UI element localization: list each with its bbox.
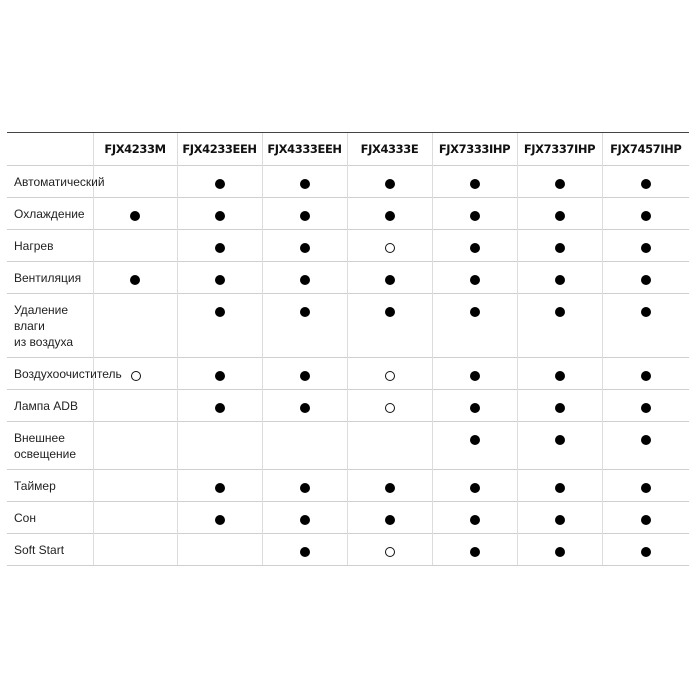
feature-value-cell bbox=[517, 358, 602, 390]
feature-label: Охлаждение bbox=[14, 207, 85, 221]
feature-value-cell bbox=[93, 166, 177, 198]
feature-value-cell bbox=[347, 262, 432, 294]
filled-circle-icon bbox=[300, 275, 310, 285]
hollow-circle-icon bbox=[385, 547, 395, 557]
column-header: FJX7337IHP bbox=[517, 133, 602, 166]
filled-circle-icon bbox=[641, 307, 651, 317]
filled-circle-icon bbox=[555, 435, 565, 445]
feature-value-cell bbox=[347, 422, 432, 470]
feature-value-cell bbox=[602, 534, 689, 566]
table-row bbox=[7, 166, 689, 198]
table-row bbox=[7, 422, 689, 470]
column-header: FJX7457IHP bbox=[602, 133, 689, 166]
feature-label: Вентиляция bbox=[14, 271, 82, 285]
feature-label-cell bbox=[7, 166, 105, 198]
feature-label: Сон bbox=[14, 511, 36, 525]
feature-value-cell bbox=[602, 390, 689, 422]
hollow-circle-icon bbox=[385, 371, 395, 381]
feature-value-cell bbox=[517, 390, 602, 422]
feature-value-cell bbox=[432, 470, 517, 502]
filled-circle-icon bbox=[215, 371, 225, 381]
filled-circle-icon bbox=[300, 515, 310, 525]
feature-value-cell bbox=[602, 198, 689, 230]
feature-value-cell bbox=[262, 294, 347, 358]
filled-circle-icon bbox=[300, 243, 310, 253]
feature-value-cell bbox=[517, 534, 602, 566]
filled-circle-icon bbox=[385, 515, 395, 525]
filled-circle-icon bbox=[555, 547, 565, 557]
column-header: FJX4333EEH bbox=[262, 133, 347, 166]
hollow-circle-icon bbox=[385, 403, 395, 413]
filled-circle-icon bbox=[300, 403, 310, 413]
feature-value-cell bbox=[93, 470, 177, 502]
feature-value-cell bbox=[262, 502, 347, 534]
header-row bbox=[7, 133, 689, 166]
feature-value-cell bbox=[262, 422, 347, 470]
filled-circle-icon bbox=[555, 483, 565, 493]
table-body bbox=[7, 166, 689, 566]
column-header: FJX4333E bbox=[347, 133, 432, 166]
feature-value-cell bbox=[602, 358, 689, 390]
feature-label-cell bbox=[7, 294, 93, 358]
feature-value-cell bbox=[432, 358, 517, 390]
feature-value-cell bbox=[177, 502, 262, 534]
feature-value-cell bbox=[432, 422, 517, 470]
filled-circle-icon bbox=[470, 371, 480, 381]
feature-label: Soft Start bbox=[14, 543, 65, 557]
table-row bbox=[7, 390, 689, 422]
feature-value-cell bbox=[347, 198, 432, 230]
feature-value-cell bbox=[262, 198, 347, 230]
feature-value-cell bbox=[93, 422, 177, 470]
feature-value-cell bbox=[602, 422, 689, 470]
feature-value-cell bbox=[517, 294, 602, 358]
table-row bbox=[7, 294, 689, 358]
feature-value-cell bbox=[177, 422, 262, 470]
filled-circle-icon bbox=[300, 371, 310, 381]
feature-value-cell bbox=[602, 502, 689, 534]
feature-value-cell bbox=[602, 470, 689, 502]
column-header: FJX7333IHP bbox=[432, 133, 517, 166]
feature-value-cell bbox=[177, 470, 262, 502]
column-header: FJX4233M bbox=[93, 133, 177, 166]
feature-value-cell bbox=[432, 534, 517, 566]
feature-value-cell bbox=[347, 358, 432, 390]
filled-circle-icon bbox=[470, 435, 480, 445]
filled-circle-icon bbox=[470, 179, 480, 189]
filled-circle-icon bbox=[215, 483, 225, 493]
feature-value-cell bbox=[177, 390, 262, 422]
filled-circle-icon bbox=[300, 483, 310, 493]
feature-value-cell bbox=[347, 294, 432, 358]
feature-value-cell bbox=[432, 230, 517, 262]
feature-label-cell bbox=[7, 358, 122, 390]
feature-value-cell bbox=[262, 470, 347, 502]
filled-circle-icon bbox=[555, 179, 565, 189]
table-row bbox=[7, 502, 689, 534]
feature-label: Таймер bbox=[14, 479, 56, 493]
filled-circle-icon bbox=[555, 211, 565, 221]
feature-value-cell bbox=[602, 166, 689, 198]
feature-value-cell bbox=[347, 534, 432, 566]
feature-value-cell bbox=[432, 294, 517, 358]
feature-value-cell bbox=[602, 262, 689, 294]
feature-value-cell bbox=[93, 502, 177, 534]
feature-value-cell bbox=[432, 390, 517, 422]
feature-label-cell bbox=[7, 502, 93, 534]
filled-circle-icon bbox=[385, 275, 395, 285]
header-feature-corner bbox=[7, 133, 93, 166]
filled-circle-icon bbox=[641, 179, 651, 189]
table-row bbox=[7, 198, 689, 230]
filled-circle-icon bbox=[555, 243, 565, 253]
table-row bbox=[7, 470, 689, 502]
filled-circle-icon bbox=[300, 179, 310, 189]
filled-circle-icon bbox=[215, 515, 225, 525]
table-row bbox=[7, 534, 689, 566]
feature-value-cell bbox=[262, 534, 347, 566]
filled-circle-icon bbox=[300, 211, 310, 221]
feature-comparison-table-wrapper bbox=[7, 132, 689, 566]
feature-value-cell bbox=[177, 262, 262, 294]
feature-value-cell bbox=[262, 262, 347, 294]
filled-circle-icon bbox=[470, 211, 480, 221]
feature-label-cell bbox=[7, 470, 93, 502]
feature-value-cell bbox=[602, 230, 689, 262]
feature-value-cell bbox=[517, 262, 602, 294]
feature-value-cell bbox=[602, 294, 689, 358]
feature-value-cell bbox=[432, 166, 517, 198]
filled-circle-icon bbox=[300, 307, 310, 317]
filled-circle-icon bbox=[215, 211, 225, 221]
filled-circle-icon bbox=[130, 275, 140, 285]
feature-value-cell bbox=[93, 390, 177, 422]
table-row bbox=[7, 262, 689, 294]
feature-value-cell bbox=[347, 390, 432, 422]
feature-value-cell bbox=[262, 166, 347, 198]
filled-circle-icon bbox=[641, 403, 651, 413]
feature-label: Воздухоочиститель bbox=[14, 367, 122, 381]
hollow-circle-icon bbox=[385, 243, 395, 253]
feature-label: Лампа ADB bbox=[14, 399, 78, 413]
filled-circle-icon bbox=[555, 307, 565, 317]
feature-value-cell bbox=[432, 502, 517, 534]
filled-circle-icon bbox=[470, 515, 480, 525]
filled-circle-icon bbox=[470, 547, 480, 557]
filled-circle-icon bbox=[641, 371, 651, 381]
table-row bbox=[7, 358, 689, 390]
table-row bbox=[7, 230, 689, 262]
feature-label-cell bbox=[7, 262, 93, 294]
feature-value-cell bbox=[177, 358, 262, 390]
feature-label-cell bbox=[7, 390, 93, 422]
filled-circle-icon bbox=[555, 403, 565, 413]
filled-circle-icon bbox=[215, 179, 225, 189]
feature-value-cell bbox=[262, 358, 347, 390]
filled-circle-icon bbox=[470, 483, 480, 493]
feature-label: Удаление влаги из воздуха bbox=[14, 303, 74, 349]
feature-value-cell bbox=[93, 294, 177, 358]
feature-value-cell bbox=[517, 502, 602, 534]
feature-value-cell bbox=[93, 534, 177, 566]
feature-value-cell bbox=[177, 166, 262, 198]
feature-value-cell bbox=[347, 230, 432, 262]
feature-label-cell bbox=[7, 534, 93, 566]
filled-circle-icon bbox=[555, 275, 565, 285]
feature-value-cell bbox=[432, 198, 517, 230]
feature-label: Автоматический bbox=[14, 175, 105, 189]
filled-circle-icon bbox=[641, 243, 651, 253]
filled-circle-icon bbox=[215, 275, 225, 285]
feature-comparison-table bbox=[7, 132, 689, 566]
filled-circle-icon bbox=[641, 483, 651, 493]
filled-circle-icon bbox=[215, 403, 225, 413]
feature-value-cell bbox=[177, 198, 262, 230]
feature-value-cell bbox=[517, 470, 602, 502]
filled-circle-icon bbox=[130, 211, 140, 221]
feature-value-cell bbox=[262, 390, 347, 422]
filled-circle-icon bbox=[555, 371, 565, 381]
feature-value-cell bbox=[347, 166, 432, 198]
filled-circle-icon bbox=[385, 179, 395, 189]
filled-circle-icon bbox=[641, 547, 651, 557]
filled-circle-icon bbox=[470, 243, 480, 253]
column-header: FJX4233EEH bbox=[177, 133, 262, 166]
feature-value-cell bbox=[517, 422, 602, 470]
feature-value-cell bbox=[517, 166, 602, 198]
feature-value-cell bbox=[93, 198, 177, 230]
filled-circle-icon bbox=[641, 515, 651, 525]
filled-circle-icon bbox=[300, 547, 310, 557]
feature-value-cell bbox=[177, 534, 262, 566]
filled-circle-icon bbox=[215, 243, 225, 253]
feature-value-cell bbox=[93, 230, 177, 262]
feature-label-cell bbox=[7, 422, 93, 470]
filled-circle-icon bbox=[385, 307, 395, 317]
feature-value-cell bbox=[347, 502, 432, 534]
feature-value-cell bbox=[177, 294, 262, 358]
filled-circle-icon bbox=[641, 275, 651, 285]
filled-circle-icon bbox=[641, 211, 651, 221]
filled-circle-icon bbox=[385, 483, 395, 493]
feature-value-cell bbox=[177, 230, 262, 262]
filled-circle-icon bbox=[470, 403, 480, 413]
filled-circle-icon bbox=[470, 275, 480, 285]
feature-label-cell bbox=[7, 198, 93, 230]
filled-circle-icon bbox=[470, 307, 480, 317]
filled-circle-icon bbox=[215, 307, 225, 317]
feature-value-cell bbox=[432, 262, 517, 294]
filled-circle-icon bbox=[641, 435, 651, 445]
feature-value-cell bbox=[93, 262, 177, 294]
feature-value-cell bbox=[347, 470, 432, 502]
feature-label: Внешнее освещение bbox=[14, 431, 77, 461]
hollow-circle-icon bbox=[131, 371, 141, 381]
feature-label: Нагрев bbox=[14, 239, 54, 253]
feature-label-cell bbox=[7, 230, 93, 262]
feature-value-cell bbox=[517, 230, 602, 262]
filled-circle-icon bbox=[385, 211, 395, 221]
filled-circle-icon bbox=[555, 515, 565, 525]
feature-value-cell bbox=[517, 198, 602, 230]
feature-value-cell bbox=[262, 230, 347, 262]
